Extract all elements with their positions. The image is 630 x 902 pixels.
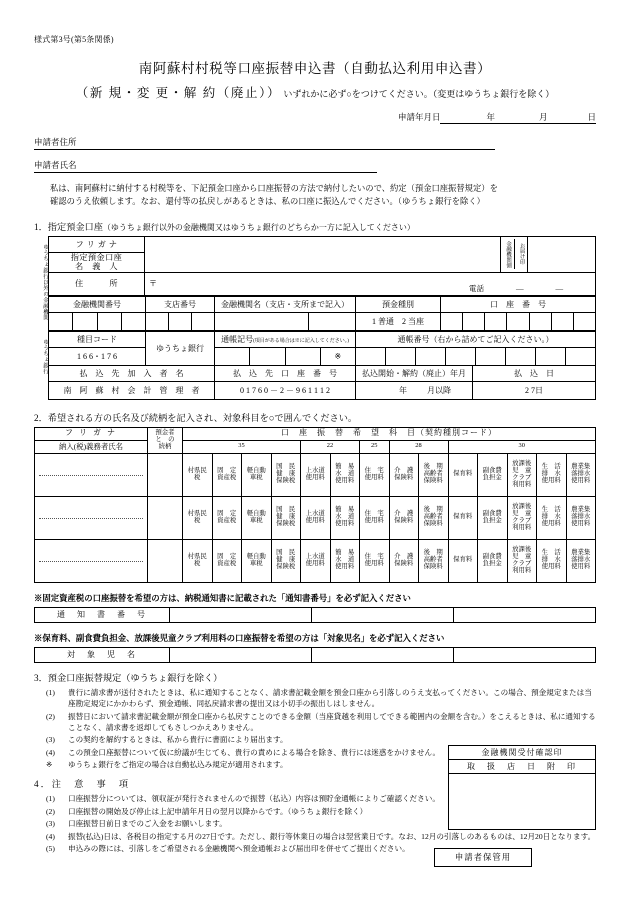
section2-heading: 2．希望される方の氏名及び続柄を記入され、対象科目を○で囲んでください。 bbox=[34, 412, 358, 423]
applicant-address-row bbox=[34, 136, 596, 150]
note-num: (3) bbox=[46, 819, 55, 829]
section1-note: （ゆうちょ銀行以外の金融機関又はゆうちょ銀行のどちらか一方に記入してください） bbox=[102, 222, 415, 232]
category-col-6[interactable]: 住 宅 使用料 bbox=[360, 453, 390, 496]
category-col-3[interactable]: 国 民 健 康 保険税 bbox=[271, 453, 301, 496]
category-col-0[interactable]: 村県民 税 bbox=[183, 453, 213, 496]
notice-number-input-3[interactable] bbox=[454, 607, 596, 622]
clause-num: ※ bbox=[46, 760, 53, 770]
applicant-copy-label: 申請者保管用 bbox=[434, 848, 532, 867]
category-cell[interactable]: 上水道 使用料 bbox=[301, 496, 331, 539]
payee-name-value: 南 阿 蘇 村 会 計 管 理 者 bbox=[49, 381, 215, 399]
category-cell[interactable]: 固 定 資産税 bbox=[212, 539, 242, 582]
category-col-11[interactable]: 放課後 児 童 クラブ 利用料 bbox=[507, 453, 537, 496]
category-cell[interactable]: 放課後 児 童 クラブ 利用料 bbox=[507, 496, 537, 539]
year-label: 年 bbox=[486, 112, 495, 122]
category-cell[interactable]: 村県民 税 bbox=[183, 539, 213, 582]
category-col-9[interactable]: 保育料 bbox=[448, 453, 478, 496]
furigana-row bbox=[49, 236, 596, 252]
group-code-22: 22 bbox=[301, 440, 360, 453]
day-label: 日 bbox=[587, 112, 596, 122]
application-type-choice bbox=[34, 83, 596, 101]
category-cell[interactable]: 農業集 落排水 使用料 bbox=[566, 539, 596, 582]
branch-code-input[interactable] bbox=[146, 312, 215, 330]
passbook-sign-note: (項目がある場合は※に記入してください。) bbox=[253, 338, 349, 344]
account-holder-label-1: 指定預金口座 bbox=[70, 252, 123, 262]
target-child-input-2[interactable] bbox=[312, 647, 454, 662]
list-item bbox=[46, 711, 596, 734]
deposit-type-label: 預金種別 bbox=[356, 296, 441, 312]
target-child-input-3[interactable] bbox=[454, 647, 596, 662]
relation-input-2[interactable] bbox=[148, 496, 183, 539]
note-num: (5) bbox=[46, 844, 55, 854]
stamp-vertical-labels bbox=[501, 236, 528, 272]
clause-num: (1) bbox=[46, 687, 55, 697]
postal-mark: 〒 bbox=[149, 279, 157, 289]
target-child-table bbox=[34, 647, 596, 663]
category-cell[interactable]: 農業集 落排水 使用料 bbox=[566, 496, 596, 539]
relation-input-1[interactable] bbox=[148, 453, 183, 496]
agreement-line-1: 私は、南阿蘇村に納付する村税等を、下記預金口座から口座振替の方法で納付したいので、約定（預金口座振替規定）を bbox=[50, 184, 498, 193]
list-item bbox=[46, 687, 596, 710]
seal-area[interactable] bbox=[528, 236, 596, 272]
table-row bbox=[449, 760, 596, 774]
bank-name-input[interactable] bbox=[215, 312, 356, 330]
category-cell[interactable]: 国 民 健 康 保険税 bbox=[271, 496, 301, 539]
stamp-title: 金融機関受付確認印 bbox=[449, 746, 596, 760]
payee-header-row bbox=[49, 365, 596, 381]
notice-childcare: ※保育料、副食費負担金、放課後児童クラブ利用料の口座振替を希望の方は「対象児名」を必ず記入ください bbox=[34, 633, 445, 643]
choice-options[interactable]: （新 規・変 更・解 約（廃止）） bbox=[75, 86, 282, 100]
category-col-7[interactable]: 介 護 保険料 bbox=[389, 453, 419, 496]
account-no-label: 口 座 番 号 bbox=[441, 296, 596, 312]
bank-address-row bbox=[49, 272, 596, 295]
yucho-header-row bbox=[49, 331, 596, 347]
branch-code-label: 支店番号 bbox=[146, 296, 215, 312]
item-code-label: 種目コード bbox=[49, 331, 146, 347]
target-child-input-1[interactable] bbox=[170, 647, 312, 662]
category-col-10[interactable]: 副食費 負担金 bbox=[478, 453, 508, 496]
list-item bbox=[46, 734, 596, 745]
start-end-input[interactable] bbox=[356, 381, 473, 399]
account-no-input[interactable] bbox=[441, 312, 596, 330]
page-title: 南阿蘇村村税等口座振替申込書（自動払込利用申込書） bbox=[138, 61, 492, 76]
applicant-name-label: 申請者氏名 bbox=[34, 159, 77, 173]
tel-group bbox=[469, 283, 589, 294]
agreement-paragraph bbox=[50, 182, 596, 209]
clause-num: (2) bbox=[46, 711, 55, 721]
category-cell[interactable]: 生 活 排 水 使用料 bbox=[537, 496, 567, 539]
note-num: (2) bbox=[46, 806, 55, 816]
section1-title: 1．指定預金口座 bbox=[34, 221, 103, 232]
category-cell[interactable]: 保育料 bbox=[448, 496, 478, 539]
category-col-1[interactable]: 固 定 資産税 bbox=[212, 453, 242, 496]
category-cell[interactable]: 軽自動 車税 bbox=[242, 496, 272, 539]
group-code-25: 25 bbox=[360, 440, 390, 453]
start-month: 月以降 bbox=[427, 385, 451, 395]
relation-label-3: 続柄 bbox=[158, 442, 172, 450]
tel-dash-2: ― bbox=[555, 283, 564, 293]
transfer-target-header: 口 座 振 替 希 望 科 目（契約種別コード） bbox=[183, 427, 596, 440]
note-num: (4) bbox=[46, 831, 55, 841]
notice-number-input-2[interactable] bbox=[312, 607, 454, 622]
note-num: (1) bbox=[46, 794, 55, 804]
applicant-address-label: 申請者住所 bbox=[34, 136, 77, 150]
clause-text: 貴行に請求書が送付されたときは、私に通知することなく、請求書記載金額を預金口座から引落しのうえ支払ってください。この場合、預金規定または当座勘定規定にかかわらず、預金通帳、同払戻請求書の提出又は小切手の振出しはしません。 bbox=[68, 687, 592, 709]
agreement-line-2: 確認のうえ依頼します。なお、還付等の払戻しがあるときは、私の口座に振込んでください。（ゆうちょ銀行を除く） bbox=[50, 197, 485, 207]
clause-text: この契約を解約するときは、私から貴行に書面により届出ます。 bbox=[68, 735, 288, 745]
category-cell[interactable]: 固 定 資産税 bbox=[212, 496, 242, 539]
group-code-35: 35 bbox=[183, 440, 301, 453]
side-label-yucho-bank: ゆうちょ銀行 bbox=[42, 339, 48, 375]
bank-code-label: 金融機関番号 bbox=[49, 296, 146, 312]
category-col-5[interactable]: 簡 易 水 道 使用料 bbox=[330, 453, 360, 496]
bank-address-input[interactable] bbox=[145, 272, 596, 295]
table-row bbox=[35, 607, 596, 622]
category-header-row-1 bbox=[35, 427, 596, 440]
passbook-no-input[interactable] bbox=[356, 347, 596, 365]
table-row bbox=[449, 746, 596, 760]
choice-note: いずれかに必ず○をつけてください。（変更はゆうちょ銀行を除く） bbox=[283, 89, 555, 99]
clause-text: この預金口座振替について仮に紛議が生じても、貴行の責めによる場合を除き、貴行には迷惑をかけません。 bbox=[68, 747, 441, 757]
side-label-other-bank: ゆうちょ銀行以外の金融機関 bbox=[42, 243, 48, 321]
relation-input-3[interactable] bbox=[148, 539, 183, 582]
category-cell[interactable]: 放課後 児 童 クラブ 利用料 bbox=[507, 539, 537, 582]
deposit-type-options[interactable]: 1 普通 2 当座 bbox=[356, 312, 441, 330]
yucho-input-row bbox=[49, 347, 596, 365]
account-holder-label bbox=[49, 252, 145, 272]
clause-num: (3) bbox=[46, 735, 55, 745]
category-column-names-row bbox=[35, 453, 596, 496]
bank-code-table bbox=[48, 296, 596, 331]
clause-text: ゆうちょ銀行をご指定の場合は自動払込み規定が適用されます。 bbox=[68, 760, 288, 770]
category-col-13[interactable]: 農業集 落排水 使用料 bbox=[566, 453, 596, 496]
account-holder-input[interactable] bbox=[145, 236, 501, 272]
applicant-name-row bbox=[34, 159, 596, 173]
target-child-label: 対 象 児 名 bbox=[35, 647, 170, 662]
category-cell[interactable]: 保育料 bbox=[448, 539, 478, 582]
note-text: 振替(払込)日は、各税目の指定する月の27日です。ただし、銀行等休業日の場合は翌営業日です。なお、12月の引落しのあるものは、12月20日となります。 bbox=[68, 831, 596, 841]
application-date-label: 申請年月日 bbox=[397, 112, 441, 122]
passbook-sign-text: 通帳記号 bbox=[221, 334, 254, 344]
group-code-28: 28 bbox=[389, 440, 448, 453]
category-cell[interactable]: 後 期 高齢者 保険料 bbox=[419, 496, 449, 539]
tel-dash-1: ― bbox=[516, 283, 524, 293]
passbook-sign-label bbox=[215, 331, 356, 347]
stamp-sub: 取 扱 店 日 附 印 bbox=[449, 760, 596, 774]
passbook-sign-input[interactable] bbox=[215, 347, 356, 365]
category-cell[interactable]: 国 民 健 康 保険税 bbox=[271, 539, 301, 582]
payee-account-label: 払 込 先 口 座 番 号 bbox=[215, 365, 356, 381]
furigana-label: フ リ ガ ナ bbox=[49, 236, 145, 252]
passbook-no-label: 通帳番号（右から詰めてご記入ください。） bbox=[356, 331, 596, 347]
category-cell[interactable]: 介 護 保険料 bbox=[389, 539, 419, 582]
category-cell[interactable]: 副食費 負担金 bbox=[478, 496, 508, 539]
notice-number-table bbox=[34, 607, 596, 623]
stamp-blank-area[interactable] bbox=[449, 774, 596, 830]
table-row bbox=[35, 539, 596, 582]
category-col-2[interactable]: 軽自動 車税 bbox=[242, 453, 272, 496]
designated-account-table bbox=[48, 236, 596, 296]
section4-heading: 4．注 意 事 項 bbox=[34, 779, 131, 790]
pay-day-label: 払 込 日 bbox=[473, 365, 596, 381]
yucho-table bbox=[48, 331, 596, 400]
relation-label-1: 預金者 bbox=[155, 429, 175, 437]
pay-day-value: 2 7日 bbox=[473, 381, 596, 399]
section3-heading: 3．預金口座振替規定（ゆうちょ銀行を除く） bbox=[34, 672, 223, 683]
account-holder-label-2: 名 義 人 bbox=[75, 262, 118, 272]
bank-code-header-row bbox=[49, 296, 596, 312]
payee-account-value: 0 1 7 6 0 － 2 － 9 6 1 1 1 2 bbox=[215, 381, 356, 399]
payer-name-input-2[interactable] bbox=[35, 496, 148, 539]
month-label: 月 bbox=[538, 112, 548, 122]
start-year: 年 bbox=[399, 385, 407, 395]
yucho-bank-name: ゆうちょ銀行 bbox=[146, 331, 215, 365]
category-col-12[interactable]: 生 活 排 水 使用料 bbox=[537, 453, 567, 496]
category-cell[interactable]: 上水道 使用料 bbox=[301, 539, 331, 582]
clause-text: 振替日において請求書記載金額が預金口座から払戻すことのできる金額（当座貸越を利用してできる範囲内の金額を含む。）をこえるときは、私に通知することなく、請求書を返却してもさしつかえありません。 bbox=[68, 711, 596, 732]
category-cell[interactable]: 後 期 高齢者 保険料 bbox=[419, 539, 449, 582]
notice-number-label: 通 知 書 番 号 bbox=[35, 607, 170, 622]
category-cell[interactable]: 簡 易 水 道 使用料 bbox=[330, 539, 360, 582]
group-code-30: 30 bbox=[448, 440, 596, 453]
passbook-mark: ※ bbox=[334, 351, 342, 361]
table-row bbox=[35, 496, 596, 539]
relation-label bbox=[148, 427, 183, 453]
payer-name-input-1[interactable] bbox=[35, 453, 148, 496]
bank-name-label: 金融機関名（支店・支所まで記入） bbox=[215, 296, 356, 312]
category-cell[interactable]: 住 宅 使用料 bbox=[360, 496, 390, 539]
category-cell[interactable]: 村県民 税 bbox=[183, 496, 213, 539]
applicant-name-input[interactable] bbox=[77, 162, 377, 173]
bank-address-label: 住 所 bbox=[49, 272, 145, 295]
category-cell[interactable]: 簡 易 水 道 使用料 bbox=[330, 496, 360, 539]
note-text: 申込みの際には、引落しをご希望される金融機関へ預金通帳および届出印を併せてご提出ください。 bbox=[68, 844, 410, 854]
section1-heading bbox=[34, 219, 596, 233]
item-code-value: 1 6 6・1 7 6 bbox=[49, 347, 146, 365]
category-cell[interactable]: 住 宅 使用料 bbox=[360, 539, 390, 582]
form-number: 様式第3号(第5条関係) bbox=[34, 35, 114, 44]
payer-name-label: 納入(税)義務者氏名 bbox=[35, 440, 148, 453]
transfer-category-table bbox=[34, 427, 596, 583]
section1-body bbox=[34, 236, 596, 400]
notice-number-input-1[interactable] bbox=[170, 607, 312, 622]
bank-code-input-row bbox=[49, 312, 596, 330]
category-col-8[interactable]: 後 期 高齢者 保険料 bbox=[419, 453, 449, 496]
category-col-4[interactable]: 上水道 使用料 bbox=[301, 453, 331, 496]
note-text: 口座振替の開始及び停止は上記申請年月日の翌月以降からです。（ゆうちょ銀行を除く） bbox=[68, 806, 368, 816]
start-end-label: 払込開始・解約（廃止）年月 bbox=[356, 365, 473, 381]
category-cell[interactable]: 軽自動 車税 bbox=[242, 539, 272, 582]
payee-value-row bbox=[49, 381, 596, 399]
stamp-todoke-label: お届け印 bbox=[518, 243, 525, 266]
note-text: 口座振替日前日までのご入金をお願いします。 bbox=[68, 819, 227, 829]
payer-name-input-3[interactable] bbox=[35, 539, 148, 582]
stamp-table bbox=[448, 745, 596, 830]
category-cell[interactable]: 生 活 排 水 使用料 bbox=[537, 539, 567, 582]
table-row bbox=[449, 774, 596, 830]
category-cell[interactable]: 介 護 保険料 bbox=[389, 496, 419, 539]
table-row bbox=[35, 647, 596, 662]
tel-label: 電話 bbox=[468, 283, 485, 293]
applicant-address-input[interactable] bbox=[77, 139, 495, 150]
payee-name-label: 払 込 先 加 入 者 名 bbox=[49, 365, 215, 381]
list-item bbox=[46, 831, 596, 842]
relation-label-2: と の bbox=[155, 435, 175, 443]
notice-fixed-asset: ※固定資産税の口座振替を希望の方は、納税通知書に記載された「通知書番号」を必ず記入ください bbox=[34, 593, 411, 603]
application-date-row bbox=[34, 111, 596, 124]
note-text: 口座振替分については、領収証が発行されませんので振替（払込）内容は預貯金通帳によりご確認ください。 bbox=[68, 794, 440, 804]
category-cell[interactable]: 副食費 負担金 bbox=[478, 539, 508, 582]
furigana-label-2: フ リ ガ ナ bbox=[35, 427, 148, 440]
category-header-row-2 bbox=[35, 440, 596, 453]
clause-num: (4) bbox=[46, 747, 55, 757]
bank-code-input[interactable] bbox=[49, 312, 146, 330]
stamp-kinyu-label: 金融機関側 bbox=[505, 240, 512, 268]
bank-receipt-stamp-box bbox=[448, 745, 596, 830]
